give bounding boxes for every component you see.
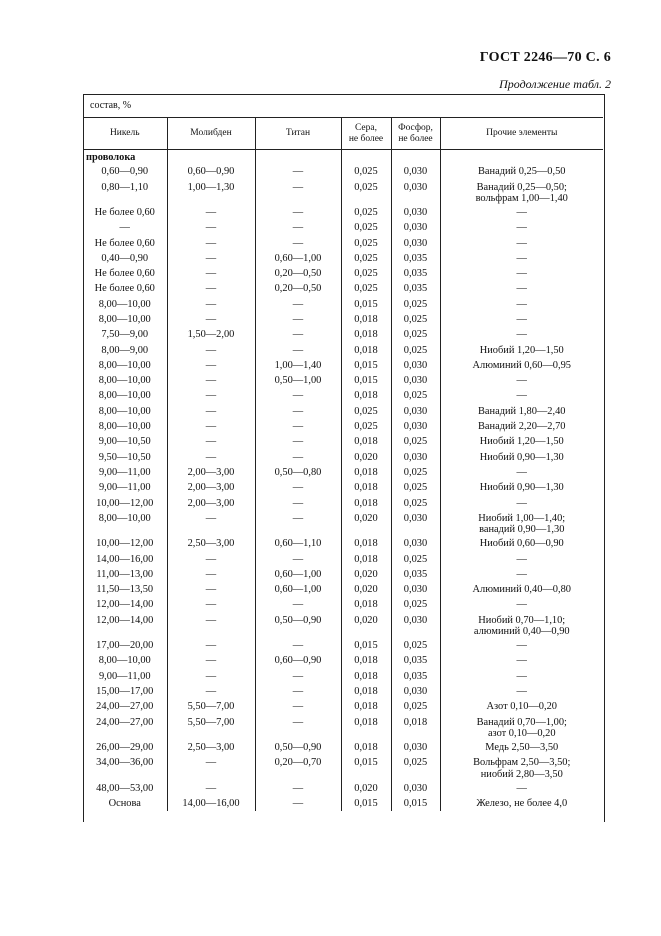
- sulfur-cell: 0,025: [341, 419, 391, 434]
- titanium-cell: 0,60—1,00: [255, 582, 341, 597]
- sulfur-cell: 0,025: [341, 180, 391, 205]
- other-elements-cell: Ванадий 0,70—1,00; азот 0,10—0,20: [440, 715, 603, 740]
- other-elements-cell: Ванадий 0,25—0,50: [440, 164, 603, 179]
- sulfur-cell: 0,025: [341, 205, 391, 220]
- other-elements-cell: —: [440, 388, 603, 403]
- molybdenum-cell: —: [167, 684, 255, 699]
- phosphorus-cell: 0,025: [391, 343, 440, 358]
- table-row: [83, 638, 603, 653]
- molybdenum-cell: 0,60—0,90: [167, 164, 255, 179]
- molybdenum-cell: —: [167, 669, 255, 684]
- other-elements-cell: Медь 2,50—3,50: [440, 740, 603, 755]
- nickel-cell: 0,80—1,10: [101, 181, 149, 193]
- sulfur-cell: 0,020: [341, 511, 391, 536]
- titanium-cell: 0,60—1,00: [255, 251, 341, 266]
- nickel-cell: 17,00—20,00: [96, 640, 154, 652]
- molybdenum-cell: 2,00—3,00: [167, 496, 255, 511]
- phosphorus-cell: 0,030: [391, 536, 440, 551]
- other-elements-cell: —: [440, 638, 603, 653]
- phosphorus-cell: 0,025: [391, 755, 440, 780]
- nickel-cell: 8,00—10,00: [98, 313, 151, 325]
- table-row: [83, 164, 603, 179]
- titanium-cell: —: [255, 220, 341, 235]
- phosphorus-cell: 0,025: [391, 297, 440, 312]
- phosphorus-cell: 0,015: [391, 796, 440, 811]
- table-row: [83, 582, 603, 597]
- titanium-cell: —: [255, 343, 341, 358]
- table-row: [83, 297, 603, 312]
- molybdenum-cell: 2,00—3,00: [167, 465, 255, 480]
- nickel-cell: 8,00—10,00: [98, 359, 151, 371]
- titanium-cell: —: [255, 450, 341, 465]
- nickel-cell: Не более 0,60: [94, 268, 155, 280]
- nickel-cell: 8,00—10,00: [98, 298, 151, 310]
- phosphorus-cell: 0,030: [391, 404, 440, 419]
- sulfur-cell: 0,020: [341, 450, 391, 465]
- nickel-cell: —: [119, 222, 130, 234]
- phosphorus-cell: 0,025: [391, 480, 440, 495]
- phosphorus-cell: 0,035: [391, 251, 440, 266]
- titanium-cell: —: [255, 419, 341, 434]
- sulfur-cell: 0,025: [341, 266, 391, 281]
- titanium-cell: —: [255, 236, 341, 251]
- phosphorus-cell: 0,030: [391, 684, 440, 699]
- phosphorus-cell: 0,030: [391, 220, 440, 235]
- nickel-cell: 8,00—10,00: [98, 405, 151, 417]
- sulfur-cell: 0,020: [341, 567, 391, 582]
- sulfur-cell: 0,025: [341, 404, 391, 419]
- table-row: [83, 699, 603, 714]
- phosphorus-cell: 0,025: [391, 552, 440, 567]
- nickel-cell: 8,00—10,00: [98, 390, 151, 402]
- titanium-cell: —: [255, 388, 341, 403]
- molybdenum-cell: —: [167, 781, 255, 796]
- molybdenum-cell: —: [167, 373, 255, 388]
- molybdenum-cell: —: [167, 582, 255, 597]
- molybdenum-cell: —: [167, 638, 255, 653]
- table-row: [83, 236, 603, 251]
- column-header-other-elements: Прочие элементы: [440, 118, 603, 150]
- titanium-cell: —: [255, 715, 341, 740]
- sulfur-cell: 0,018: [341, 343, 391, 358]
- titanium-cell: 0,20—0,70: [255, 755, 341, 780]
- table-row: [83, 613, 603, 638]
- column-header-molybdenum: Молибден: [167, 118, 255, 150]
- table-row: [83, 327, 603, 342]
- section-label: проволока: [86, 152, 136, 163]
- titanium-cell: —: [255, 699, 341, 714]
- phosphorus-cell: 0,030: [391, 236, 440, 251]
- sulfur-cell: 0,015: [341, 638, 391, 653]
- titanium-cell: 1,00—1,40: [255, 358, 341, 373]
- molybdenum-cell: —: [167, 251, 255, 266]
- nickel-cell: 8,00—10,00: [98, 375, 151, 387]
- molybdenum-cell: —: [167, 567, 255, 582]
- nickel-cell: 8,00—10,00: [98, 421, 151, 433]
- phosphorus-cell: 0,025: [391, 699, 440, 714]
- molybdenum-cell: —: [167, 281, 255, 296]
- nickel-cell: 24,00—27,00: [96, 716, 154, 728]
- nickel-cell: 12,00—14,00: [96, 614, 154, 626]
- other-elements-cell: —: [440, 373, 603, 388]
- molybdenum-cell: —: [167, 236, 255, 251]
- other-elements-cell: —: [440, 297, 603, 312]
- titanium-cell: —: [255, 496, 341, 511]
- other-elements-cell: —: [440, 552, 603, 567]
- phosphorus-cell: 0,025: [391, 638, 440, 653]
- nickel-cell: 8,00—10,00: [98, 512, 151, 524]
- phosphorus-cell: 0,035: [391, 669, 440, 684]
- sulfur-cell: 0,018: [341, 480, 391, 495]
- other-elements-cell: —: [440, 205, 603, 220]
- nickel-cell: 15,00—17,00: [96, 686, 154, 698]
- table-row: [83, 536, 603, 551]
- other-elements-cell: —: [440, 327, 603, 342]
- nickel-cell: 10,00—12,00: [96, 538, 154, 550]
- sulfur-cell: 0,015: [341, 755, 391, 780]
- phosphorus-cell: 0,030: [391, 781, 440, 796]
- titanium-cell: 0,20—0,50: [255, 266, 341, 281]
- sulfur-cell: 0,025: [341, 281, 391, 296]
- phosphorus-cell: 0,030: [391, 450, 440, 465]
- table-row: [83, 552, 603, 567]
- molybdenum-cell: —: [167, 653, 255, 668]
- other-elements-cell: Ниобий 0,90—1,30: [440, 480, 603, 495]
- sulfur-cell: 0,018: [341, 552, 391, 567]
- sulfur-cell: 0,018: [341, 669, 391, 684]
- sulfur-cell: 0,018: [341, 496, 391, 511]
- titanium-cell: —: [255, 327, 341, 342]
- other-elements-cell: Ванадий 2,20—2,70: [440, 419, 603, 434]
- titanium-cell: —: [255, 480, 341, 495]
- table-row: [83, 781, 603, 796]
- table-row: [83, 312, 603, 327]
- sulfur-cell: 0,018: [341, 536, 391, 551]
- nickel-cell: 10,00—12,00: [96, 497, 154, 509]
- sulfur-cell: 0,020: [341, 613, 391, 638]
- table-row: [83, 480, 603, 495]
- titanium-cell: 0,60—1,00: [255, 567, 341, 582]
- sulfur-cell: 0,018: [341, 388, 391, 403]
- table-body: [83, 150, 603, 812]
- titanium-cell: 0,50—0,80: [255, 465, 341, 480]
- molybdenum-cell: —: [167, 358, 255, 373]
- table-row: [83, 653, 603, 668]
- molybdenum-cell: —: [167, 404, 255, 419]
- other-elements-cell: Ванадий 0,25—0,50; вольфрам 1,00—1,40: [440, 180, 603, 205]
- sulfur-cell: 0,018: [341, 684, 391, 699]
- table-row: [83, 684, 603, 699]
- molybdenum-cell: —: [167, 450, 255, 465]
- molybdenum-cell: 14,00—16,00: [167, 796, 255, 811]
- phosphorus-cell: 0,030: [391, 740, 440, 755]
- nickel-cell: 14,00—16,00: [96, 553, 154, 565]
- titanium-cell: —: [255, 796, 341, 811]
- titanium-cell: —: [255, 511, 341, 536]
- other-elements-cell: Вольфрам 2,50—3,50; ниобий 2,80—3,50: [440, 755, 603, 780]
- molybdenum-cell: 1,50—2,00: [167, 327, 255, 342]
- sulfur-cell: 0,015: [341, 796, 391, 811]
- sulfur-cell: 0,018: [341, 715, 391, 740]
- nickel-cell: 9,50—10,50: [98, 451, 151, 463]
- titanium-cell: 0,50—0,90: [255, 740, 341, 755]
- phosphorus-cell: 0,030: [391, 511, 440, 536]
- molybdenum-cell: —: [167, 434, 255, 449]
- molybdenum-cell: 1,00—1,30: [167, 180, 255, 205]
- other-elements-cell: —: [440, 251, 603, 266]
- other-elements-cell: —: [440, 312, 603, 327]
- sulfur-cell: 0,018: [341, 465, 391, 480]
- titanium-cell: —: [255, 404, 341, 419]
- phosphorus-cell: 0,030: [391, 180, 440, 205]
- phosphorus-cell: 0,025: [391, 465, 440, 480]
- table-row: [83, 740, 603, 755]
- other-elements-cell: —: [440, 653, 603, 668]
- sulfur-cell: 0,015: [341, 297, 391, 312]
- other-elements-cell: Ниобий 1,20—1,50: [440, 343, 603, 358]
- sulfur-cell: 0,025: [341, 251, 391, 266]
- sulfur-cell: 0,015: [341, 358, 391, 373]
- other-elements-cell: Ванадий 1,80—2,40: [440, 404, 603, 419]
- table-row: [83, 419, 603, 434]
- composition-label: состав, %: [90, 100, 132, 111]
- other-elements-cell: —: [440, 597, 603, 612]
- table-row: [83, 755, 603, 780]
- titanium-cell: —: [255, 164, 341, 179]
- table-row: [83, 281, 603, 296]
- nickel-cell: 11,00—13,00: [96, 568, 154, 580]
- column-header-phosphorus: Фосфор, не более: [391, 118, 440, 150]
- molybdenum-cell: —: [167, 419, 255, 434]
- other-elements-cell: Ниобий 1,00—1,40; ванадий 0,90—1,30: [440, 511, 603, 536]
- column-header-nickel: Никель: [83, 118, 167, 150]
- nickel-cell: 9,00—11,00: [98, 466, 151, 478]
- phosphorus-cell: 0,025: [391, 434, 440, 449]
- nickel-cell: 24,00—27,00: [96, 701, 154, 713]
- table-row: [83, 388, 603, 403]
- titanium-cell: —: [255, 180, 341, 205]
- nickel-cell: 11,50—13,50: [96, 584, 154, 596]
- nickel-cell: Не более 0,60: [94, 206, 155, 218]
- titanium-cell: 0,20—0,50: [255, 281, 341, 296]
- column-header-sulfur: Сера, не более: [341, 118, 391, 150]
- table-row: [83, 343, 603, 358]
- molybdenum-cell: —: [167, 266, 255, 281]
- nickel-cell: 8,00—10,00: [98, 655, 151, 667]
- nickel-cell: Основа: [108, 798, 141, 810]
- table-continuation-caption: Продолжение табл. 2: [499, 77, 611, 91]
- titanium-cell: —: [255, 297, 341, 312]
- phosphorus-cell: 0,030: [391, 358, 440, 373]
- other-elements-cell: Ниобий 0,70—1,10; алюминий 0,40—0,90: [440, 613, 603, 638]
- molybdenum-cell: —: [167, 388, 255, 403]
- sulfur-cell: 0,018: [341, 327, 391, 342]
- table-row: [83, 597, 603, 612]
- molybdenum-cell: 2,50—3,00: [167, 536, 255, 551]
- table-row: [83, 404, 603, 419]
- table-row: [83, 796, 603, 811]
- phosphorus-cell: 0,035: [391, 653, 440, 668]
- molybdenum-cell: 2,50—3,00: [167, 740, 255, 755]
- phosphorus-cell: 0,030: [391, 613, 440, 638]
- nickel-cell: 26,00—29,00: [96, 742, 154, 754]
- other-elements-cell: Ниобий 0,90—1,30: [440, 450, 603, 465]
- sulfur-cell: 0,018: [341, 597, 391, 612]
- table-row: [83, 266, 603, 281]
- nickel-cell: 9,00—11,00: [98, 670, 151, 682]
- table-row: [83, 220, 603, 235]
- nickel-cell: 7,50—9,00: [101, 329, 149, 341]
- phosphorus-cell: 0,025: [391, 312, 440, 327]
- molybdenum-cell: 5,50—7,00: [167, 715, 255, 740]
- sulfur-cell: 0,018: [341, 312, 391, 327]
- sulfur-cell: 0,018: [341, 434, 391, 449]
- titanium-cell: —: [255, 684, 341, 699]
- nickel-cell: 12,00—14,00: [96, 599, 154, 611]
- phosphorus-cell: 0,025: [391, 327, 440, 342]
- nickel-cell: 34,00—36,00: [96, 757, 154, 769]
- phosphorus-cell: 0,035: [391, 266, 440, 281]
- sulfur-cell: 0,020: [341, 781, 391, 796]
- table-row: [83, 669, 603, 684]
- molybdenum-cell: —: [167, 343, 255, 358]
- other-elements-cell: —: [440, 684, 603, 699]
- nickel-cell: 9,00—11,00: [98, 482, 151, 494]
- table-row: [83, 465, 603, 480]
- table-row: [83, 567, 603, 582]
- other-elements-cell: Алюминий 0,40—0,80: [440, 582, 603, 597]
- other-elements-cell: —: [440, 496, 603, 511]
- titanium-cell: 0,50—1,00: [255, 373, 341, 388]
- molybdenum-cell: —: [167, 312, 255, 327]
- table-row: [83, 715, 603, 740]
- nickel-cell: 0,60—0,90: [101, 166, 149, 178]
- nickel-cell: 0,40—0,90: [101, 252, 149, 264]
- other-elements-cell: Азот 0,10—0,20: [440, 699, 603, 714]
- phosphorus-cell: 0,025: [391, 597, 440, 612]
- titanium-cell: —: [255, 434, 341, 449]
- phosphorus-cell: 0,018: [391, 715, 440, 740]
- other-elements-cell: Ниобий 1,20—1,50: [440, 434, 603, 449]
- molybdenum-cell: —: [167, 297, 255, 312]
- other-elements-cell: —: [440, 281, 603, 296]
- titanium-cell: 0,60—1,10: [255, 536, 341, 551]
- other-elements-cell: —: [440, 781, 603, 796]
- molybdenum-cell: —: [167, 220, 255, 235]
- sulfur-cell: 0,018: [341, 653, 391, 668]
- phosphorus-cell: 0,025: [391, 496, 440, 511]
- phosphorus-cell: 0,030: [391, 164, 440, 179]
- document-title: ГОСТ 2246—70 С. 6: [479, 50, 611, 65]
- phosphorus-cell: 0,025: [391, 388, 440, 403]
- titanium-cell: —: [255, 781, 341, 796]
- phosphorus-cell: 0,030: [391, 205, 440, 220]
- section-row: [83, 150, 603, 165]
- table-row: [83, 496, 603, 511]
- molybdenum-cell: —: [167, 755, 255, 780]
- molybdenum-cell: —: [167, 205, 255, 220]
- titanium-cell: —: [255, 597, 341, 612]
- titanium-cell: —: [255, 552, 341, 567]
- table-row: [83, 434, 603, 449]
- nickel-cell: 48,00—53,00: [96, 782, 154, 794]
- molybdenum-cell: —: [167, 597, 255, 612]
- other-elements-cell: —: [440, 220, 603, 235]
- sulfur-cell: 0,018: [341, 740, 391, 755]
- titanium-cell: 0,60—0,90: [255, 653, 341, 668]
- nickel-cell: Не более 0,60: [94, 283, 155, 295]
- nickel-cell: Не более 0,60: [94, 237, 155, 249]
- sulfur-cell: 0,025: [341, 236, 391, 251]
- other-elements-cell: —: [440, 567, 603, 582]
- other-elements-cell: Железо, не более 4,0: [440, 796, 603, 811]
- table-row: [83, 180, 603, 205]
- phosphorus-cell: 0,035: [391, 281, 440, 296]
- table-row: [83, 373, 603, 388]
- titanium-cell: 0,50—0,90: [255, 613, 341, 638]
- phosphorus-cell: 0,030: [391, 419, 440, 434]
- molybdenum-cell: —: [167, 613, 255, 638]
- table-row: [83, 511, 603, 536]
- column-header-titanium: Титан: [255, 118, 341, 150]
- other-elements-cell: Ниобий 0,60—0,90: [440, 536, 603, 551]
- titanium-cell: —: [255, 312, 341, 327]
- titanium-cell: —: [255, 669, 341, 684]
- header-row: [83, 118, 603, 150]
- nickel-cell: 9,00—10,50: [98, 436, 151, 448]
- sulfur-cell: 0,025: [341, 220, 391, 235]
- other-elements-cell: —: [440, 669, 603, 684]
- other-elements-cell: —: [440, 236, 603, 251]
- table-row: [83, 251, 603, 266]
- other-elements-cell: —: [440, 465, 603, 480]
- chemical-composition-table: [83, 117, 603, 811]
- sulfur-cell: 0,015: [341, 373, 391, 388]
- other-elements-cell: —: [440, 266, 603, 281]
- molybdenum-cell: —: [167, 552, 255, 567]
- phosphorus-cell: 0,030: [391, 373, 440, 388]
- other-elements-cell: Алюминий 0,60—0,95: [440, 358, 603, 373]
- table-row: [83, 205, 603, 220]
- titanium-cell: —: [255, 205, 341, 220]
- titanium-cell: —: [255, 638, 341, 653]
- sulfur-cell: 0,025: [341, 164, 391, 179]
- table-row: [83, 358, 603, 373]
- sulfur-cell: 0,018: [341, 699, 391, 714]
- sulfur-cell: 0,020: [341, 582, 391, 597]
- table-row: [83, 450, 603, 465]
- molybdenum-cell: 2,00—3,00: [167, 480, 255, 495]
- phosphorus-cell: 0,035: [391, 567, 440, 582]
- molybdenum-cell: 5,50—7,00: [167, 699, 255, 714]
- phosphorus-cell: 0,030: [391, 582, 440, 597]
- molybdenum-cell: —: [167, 511, 255, 536]
- nickel-cell: 8,00—9,00: [101, 344, 149, 356]
